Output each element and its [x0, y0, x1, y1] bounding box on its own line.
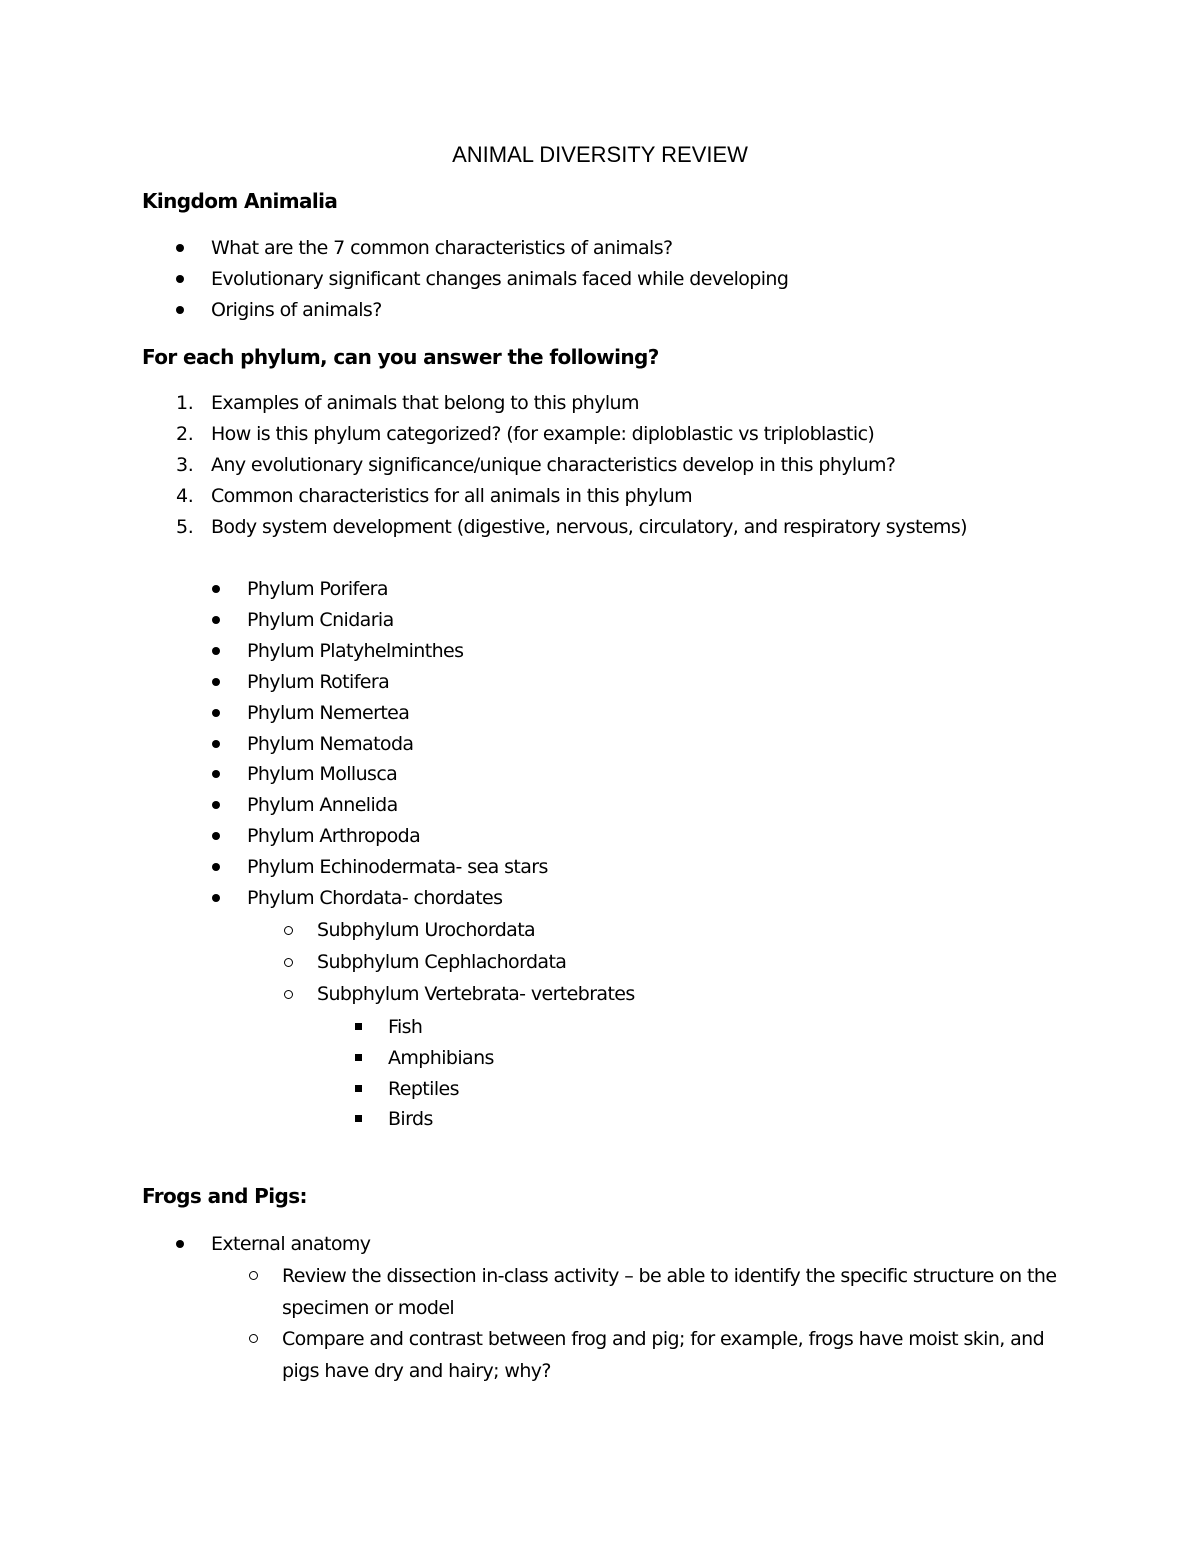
question-item: Any evolutionary significance/unique characteristics develop in this phylum? — [211, 454, 896, 476]
question-item: Body system development (digestive, nervous, circulatory, and respiratory systems) — [211, 516, 967, 538]
frogs-pigs-item: External anatomy — [211, 1233, 371, 1255]
bullet-icon — [212, 740, 220, 748]
square-bullet-icon — [355, 1023, 362, 1030]
phylum-item: Phylum Nematoda — [247, 733, 414, 755]
phylum-item: Phylum Platyhelminthes — [247, 640, 464, 662]
list-number: 1. — [176, 392, 194, 414]
kingdom-item: Evolutionary significant changes animals faced while developing — [211, 268, 789, 290]
frogs-pigs-subitem: Compare and contrast between frog and pig; for example, frogs have moist skin, and pigs have dry and hairy; why? — [282, 1328, 1045, 1382]
phylum-item: Phylum Arthropoda — [247, 825, 421, 847]
vertebrate-item: Fish — [388, 1016, 423, 1038]
bullet-icon — [176, 1240, 184, 1248]
bullet-icon — [212, 801, 220, 809]
bullet-icon — [212, 894, 220, 902]
bullet-icon — [212, 647, 220, 655]
subphylum-item: Subphylum Vertebrata- vertebrates — [317, 983, 635, 1005]
vertebrate-item: Reptiles — [388, 1078, 459, 1100]
bullet-icon — [212, 832, 220, 840]
heading-kingdom-animalia: Kingdom Animalia — [142, 189, 338, 213]
circle-bullet-icon — [284, 990, 293, 999]
phylum-item: Phylum Echinodermata- sea stars — [247, 856, 548, 878]
circle-bullet-icon — [249, 1271, 258, 1280]
list-number: 3. — [176, 454, 194, 476]
square-bullet-icon — [355, 1054, 362, 1061]
phylum-item: Phylum Annelida — [247, 794, 398, 816]
question-item: Examples of animals that belong to this phylum — [211, 392, 639, 414]
circle-bullet-icon — [249, 1334, 258, 1343]
circle-bullet-icon — [284, 926, 293, 935]
phylum-item: Phylum Rotifera — [247, 671, 390, 693]
phylum-item: Phylum Chordata- chordates — [247, 887, 503, 909]
phylum-item: Phylum Cnidaria — [247, 609, 394, 631]
bullet-icon — [212, 616, 220, 624]
vertebrate-item: Amphibians — [388, 1047, 494, 1069]
frogs-pigs-subitem: Review the dissection in-class activity – be able to identify the specific structure on the specimen or model — [282, 1265, 1057, 1319]
square-bullet-icon — [355, 1085, 362, 1092]
vertebrate-item: Birds — [388, 1108, 433, 1130]
bullet-icon — [212, 678, 220, 686]
circle-bullet-icon — [284, 958, 293, 967]
phylum-item: Phylum Porifera — [247, 578, 388, 600]
bullet-icon — [212, 585, 220, 593]
bullet-icon — [176, 244, 184, 252]
question-item: How is this phylum categorized? (for example: diploblastic vs triploblastic) — [211, 423, 875, 445]
bullet-icon — [212, 863, 220, 871]
bullet-icon — [212, 709, 220, 717]
list-number: 4. — [176, 485, 194, 507]
bullet-icon — [176, 306, 184, 314]
bullet-icon — [212, 770, 220, 778]
phylum-item: Phylum Mollusca — [247, 763, 398, 785]
question-item: Common characteristics for all animals in this phylum — [211, 485, 693, 507]
heading-phylum-questions: For each phylum, can you answer the following? — [142, 345, 659, 369]
kingdom-item: Origins of animals? — [211, 299, 382, 321]
list-number: 2. — [176, 423, 194, 445]
subphylum-item: Subphylum Urochordata — [317, 919, 536, 941]
square-bullet-icon — [355, 1115, 362, 1122]
bullet-icon — [176, 275, 184, 283]
phylum-item: Phylum Nemertea — [247, 702, 410, 724]
subphylum-item: Subphylum Cephlachordata — [317, 951, 567, 973]
list-number: 5. — [176, 516, 194, 538]
heading-frogs-pigs: Frogs and Pigs: — [142, 1184, 307, 1208]
kingdom-item: What are the 7 common characteristics of animals? — [211, 237, 673, 259]
document-title: ANIMAL DIVERSITY REVIEW — [452, 142, 748, 167]
